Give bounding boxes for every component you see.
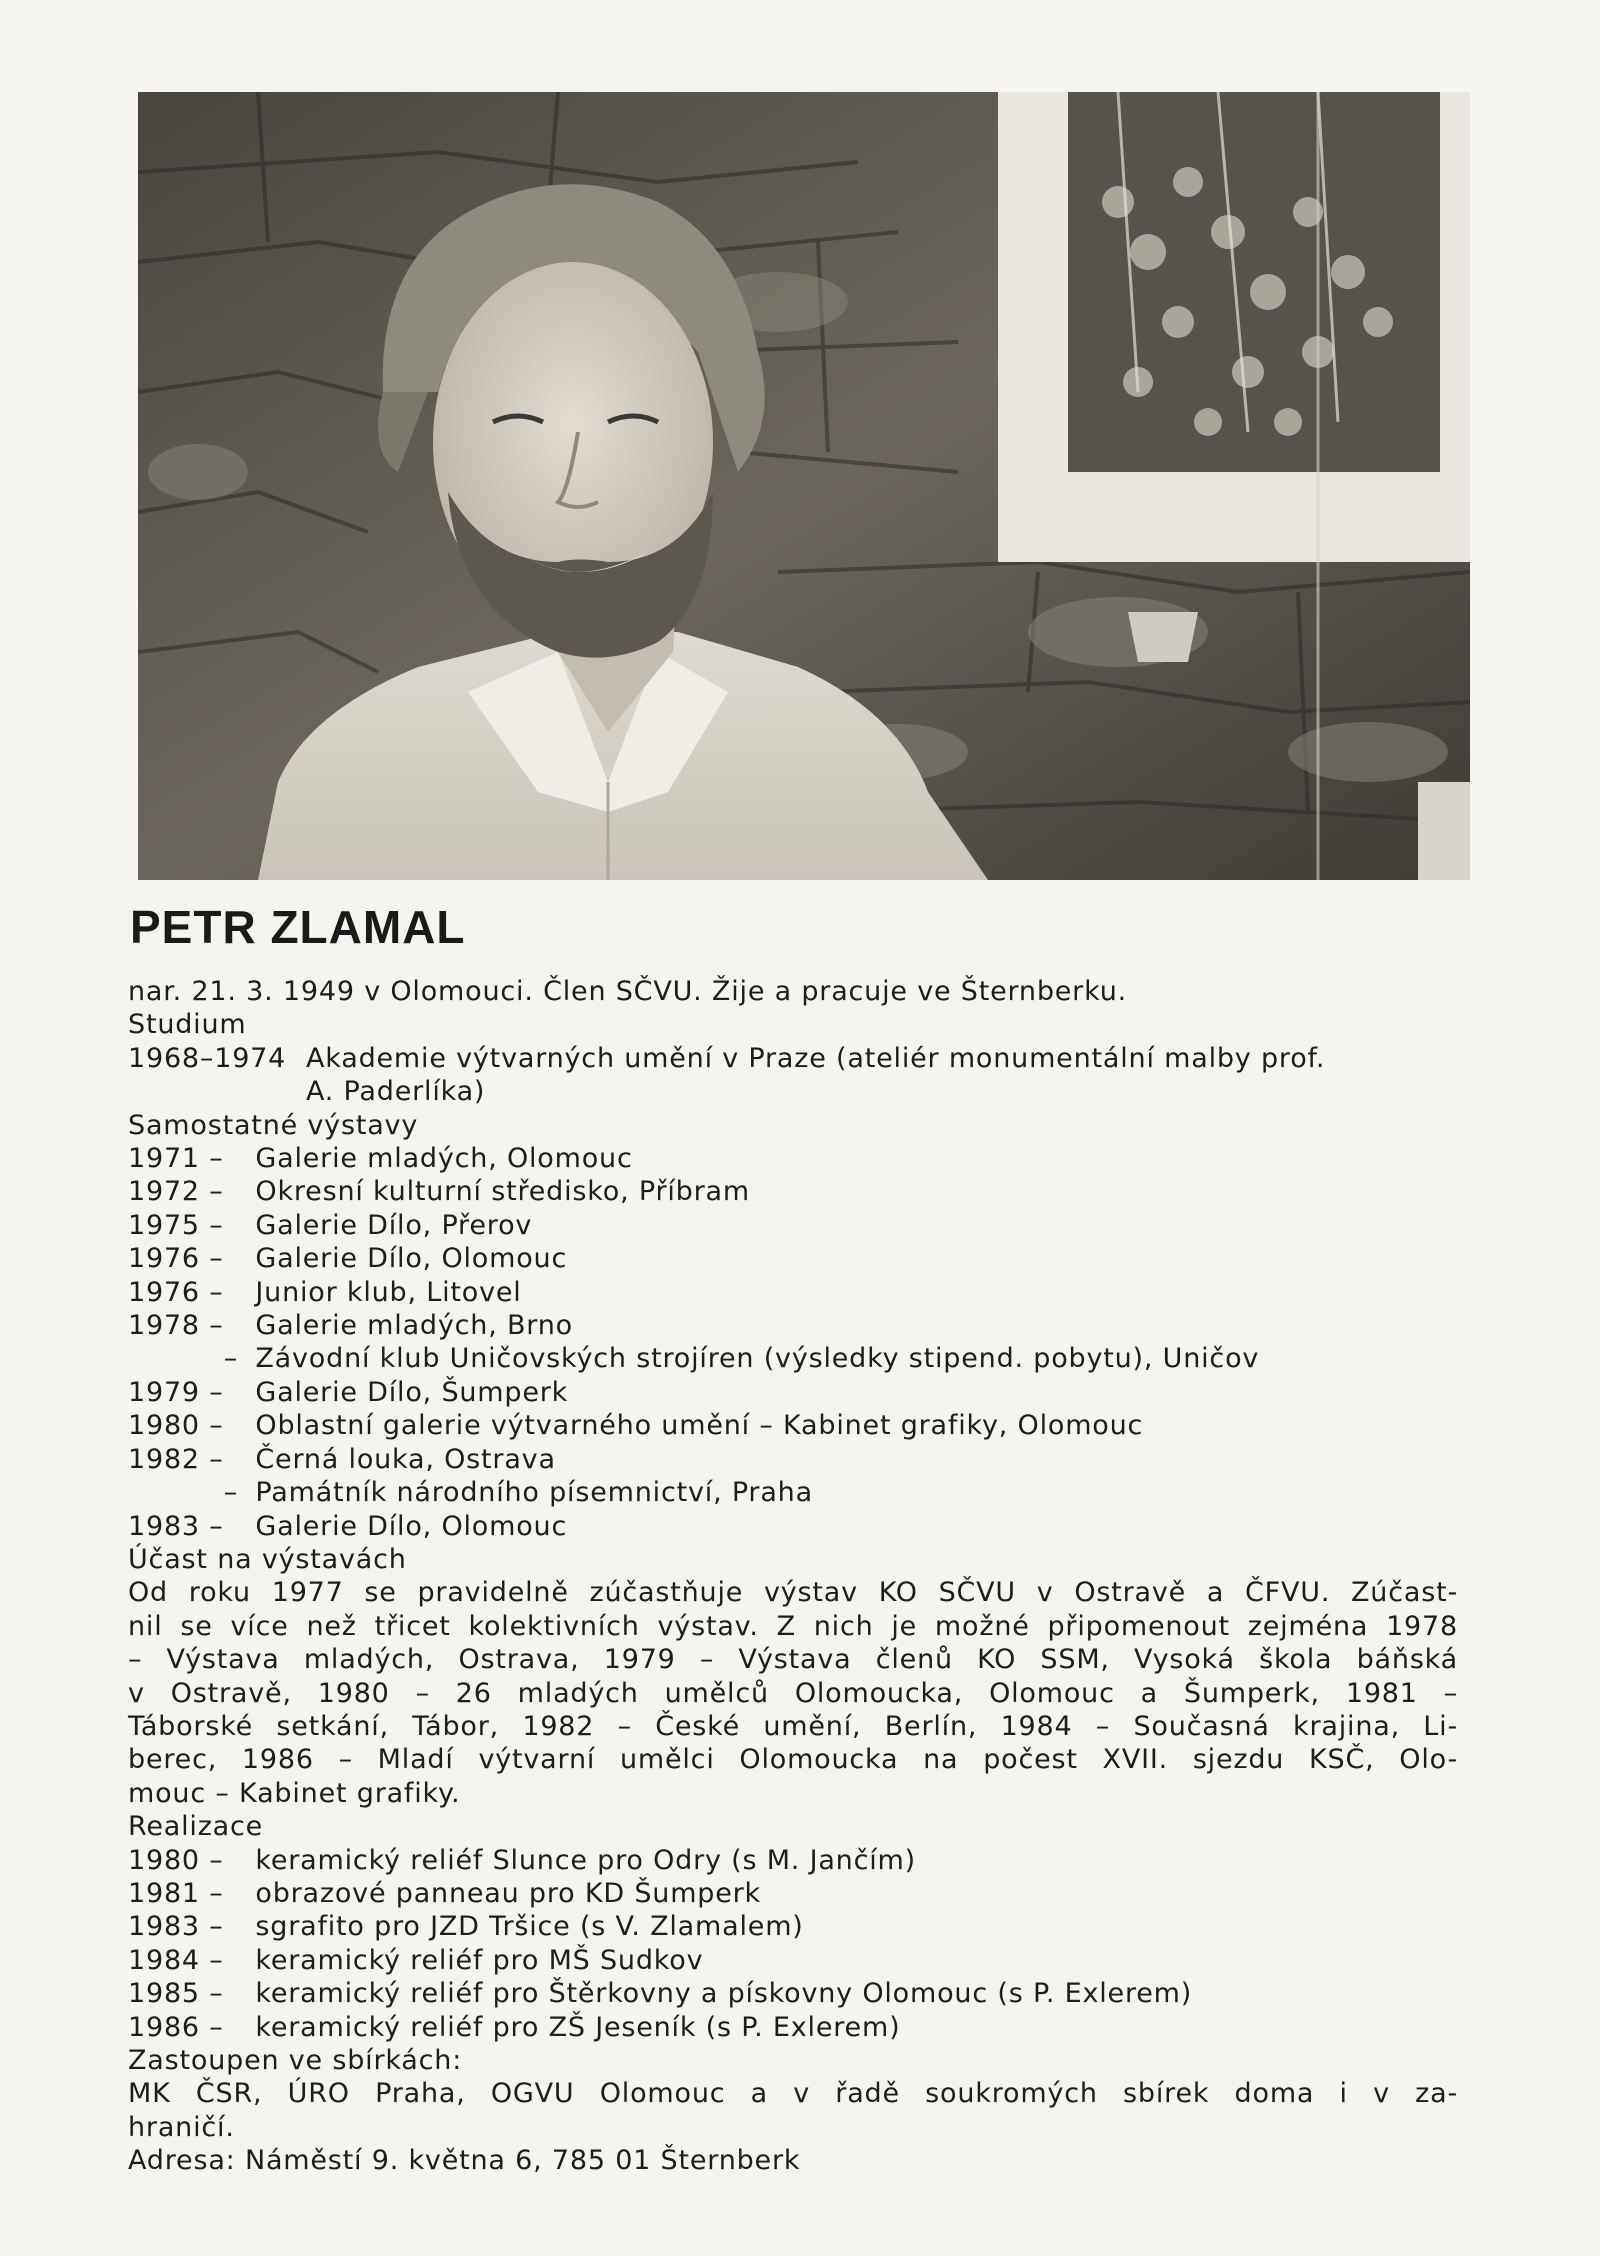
entry-text: sgrafito pro JZD Tršice (s V. Zlamalem): [255, 1911, 804, 1943]
list-item: [128, 1175, 1458, 1208]
list-item: [128, 1309, 1458, 1342]
list-item: [128, 1977, 1458, 2010]
list-item: [128, 1342, 1458, 1375]
study-years: 1968–1974: [128, 1042, 287, 1074]
study-heading: Studium: [128, 1009, 247, 1041]
artist-biography: [128, 975, 1458, 2178]
list-item: [128, 1242, 1458, 1275]
entry-text: Oblastní galerie výtvarného umění – Kabinet grafiky, Olomouc: [255, 1410, 1144, 1442]
entry-year: 1983 –: [128, 1510, 224, 1542]
list-item: [128, 1443, 1458, 1476]
entry-year: 1978 –: [128, 1310, 224, 1342]
entry-text: keramický reliéf pro MŠ Sudkov: [255, 1944, 704, 1976]
entry-year: 1985 –: [128, 1978, 224, 2010]
entry-year: 1972 –: [128, 1176, 224, 1208]
entry-text: Galerie Dílo, Šumperk: [255, 1376, 569, 1408]
bio-intro: nar. 21. 3. 1949 v Olomouci. Člen SČVU. Žije a pracuje ve Šternberku.: [128, 976, 1127, 1007]
entry-year: 1986 –: [128, 2011, 224, 2043]
realizations-list: [128, 1844, 1458, 2044]
group-heading: Účast na výstavách: [128, 1543, 407, 1575]
list-item: [128, 1209, 1458, 1242]
list-item: [128, 1877, 1458, 1910]
realizations-heading: Realizace: [128, 1811, 264, 1843]
entry-text: Galerie mladých, Olomouc: [255, 1143, 633, 1175]
paragraph-line: v Ostravě, 1980 – 26 mladých umělců Olomoucka, Olomouc a Šumperk, 1981 –: [128, 1677, 1458, 1709]
list-item: [128, 1476, 1458, 1509]
entry-year: –: [223, 1343, 238, 1375]
entry-year: 1981 –: [128, 1877, 224, 1909]
portrait-photo-icon: [138, 92, 1470, 880]
group-exhibitions-paragraph: [128, 1576, 1458, 1810]
entry-text: keramický reliéf pro Štěrkovny a pískovny Olomouc (s P. Exlerem): [255, 1978, 1193, 2010]
entry-year: –: [223, 1477, 238, 1509]
entry-year: 1975 –: [128, 1209, 224, 1241]
entry-year: 1976 –: [128, 1276, 224, 1308]
artist-portrait-photo: [138, 92, 1470, 880]
entry-year: 1983 –: [128, 1911, 224, 1943]
entry-text: obrazové panneau pro KD Šumperk: [255, 1877, 761, 1909]
entry-text: keramický reliéf Slunce pro Odry (s M. Jančím): [255, 1844, 916, 1876]
paragraph-line: – Výstava mladých, Ostrava, 1979 – Výstava členů KO SSM, Vysoká škola báňská: [128, 1644, 1458, 1676]
solo-exhibitions-list: [128, 1142, 1458, 1543]
study-text-continued: A. Paderlíka): [306, 1076, 486, 1108]
entry-text: Galerie mladých, Brno: [255, 1310, 573, 1342]
list-item: [128, 1910, 1458, 1943]
paragraph-line: Od roku 1977 se pravidelně zúčastňuje výstav KO SČVU v Ostravě a ČFVU. Zúčast-: [128, 1577, 1458, 1609]
entry-text: Závodní klub Uničovských strojíren (výsledky stipend. pobytu), Uničov: [255, 1343, 1260, 1375]
paragraph-line: mouc – Kabinet grafiky.: [128, 1777, 461, 1809]
entry-text: Galerie Dílo, Přerov: [255, 1209, 533, 1241]
collections-text: MK ČSR, ÚRO Praha, OGVU Olomouc a v řadě soukromých sbírek doma i v za-: [128, 2078, 1458, 2110]
list-item: [128, 1276, 1458, 1309]
list-item: [128, 1510, 1458, 1543]
entry-text: Památník národního písemnictví, Praha: [255, 1477, 813, 1509]
study-entry: [128, 1042, 1458, 1075]
entry-year: 1980 –: [128, 1410, 224, 1442]
artist-name: PETR ZLAMAL: [130, 901, 466, 953]
list-item: [128, 1944, 1458, 1977]
entry-year: 1976 –: [128, 1243, 224, 1275]
entry-text: keramický reliéf pro ZŠ Jeseník (s P. Exlerem): [255, 2011, 901, 2043]
artist-address: Adresa: Náměstí 9. května 6, 785 01 Šternberk: [128, 2145, 801, 2177]
collections-heading: Zastoupen ve sbírkách:: [128, 2045, 463, 2076]
entry-text: Junior klub, Litovel: [255, 1276, 522, 1308]
list-item: [128, 2011, 1458, 2044]
entry-year: 1984 –: [128, 1944, 224, 1976]
solo-heading: Samostatné výstavy: [128, 1109, 419, 1141]
collections-text-continued: hraničí.: [128, 2111, 235, 2143]
list-item: [128, 1142, 1458, 1175]
entry-year: 1982 –: [128, 1443, 224, 1475]
entry-year: 1980 –: [128, 1844, 224, 1876]
entry-text: Černá louka, Ostrava: [255, 1443, 556, 1475]
study-text: Akademie výtvarných umění v Praze (ateliér monumentální malby prof.: [306, 1042, 1326, 1074]
entry-year: 1979 –: [128, 1376, 224, 1408]
paragraph-line: nil se více než třicet kolektivních výstav. Z nich je možné připomenout zejména 1978: [128, 1610, 1458, 1642]
entry-text: Galerie Dílo, Olomouc: [255, 1243, 568, 1275]
entry-text: Okresní kulturní středisko, Příbram: [255, 1176, 750, 1208]
list-item: [128, 1844, 1458, 1877]
list-item: [128, 1376, 1458, 1409]
paragraph-line: berec, 1986 – Mladí výtvarní umělci Olomoucka na počest XVII. sjezdu KSČ, Olo-: [128, 1744, 1458, 1776]
list-item: [128, 1409, 1458, 1442]
entry-text: Galerie Dílo, Olomouc: [255, 1510, 568, 1542]
paragraph-line: Táborské setkání, Tábor, 1982 – České umění, Berlín, 1984 – Současná krajina, Li-: [128, 1710, 1458, 1742]
entry-year: 1971 –: [128, 1143, 224, 1175]
